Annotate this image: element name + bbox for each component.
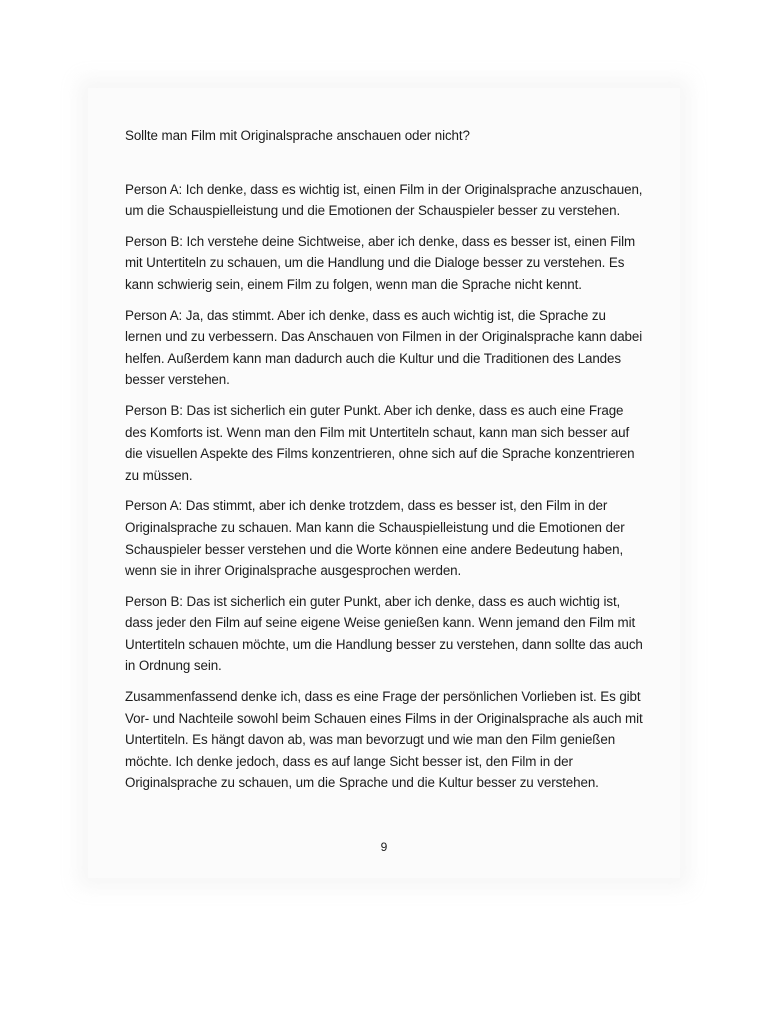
paragraph-person-a-3: Person A: Das stimmt, aber ich denke trotzdem, dass es besser ist, den Film in der Originalsprache zu schauen. Man kann die Schauspielleistung und die Emotionen der Schauspieler besser verstehen und die Worte können eine andere Bedeutung haben, wenn sie in ihrer Originalsprache ausgesprochen werden.	[125, 498, 625, 579]
paragraph-person-b-3: Person B: Das ist sicherlich ein guter Punkt, aber ich denke, dass es auch wichtig ist, dass jeder den Film auf seine eigene Weise genießen kann. Wenn jemand den Film mit Untertiteln schauen möchte, um die Handlung besser zu verstehen, dann sollte das auch in Ordnung sein.	[125, 593, 643, 674]
page-content	[125, 125, 645, 803]
paragraph-person-a-2: Person A: Ja, das stimmt. Aber ich denke, dass es auch wichtig ist, die Sprache zu lernen und zu verbessern. Das Anschauen von Filmen in der Originalsprache kann dabei helfen. Außerdem kann man dadurch auch die Kultur und die Traditionen des Landes besser verstehen.	[125, 307, 643, 388]
paragraph-person-a-1: Person A: Ich denke, dass es wichtig ist, einen Film in der Originalsprache anzuschauen, um die Schauspielleistung und die Emotionen der Schauspieler besser zu verstehen.	[125, 181, 643, 219]
document-page	[88, 88, 680, 878]
paragraph-conclusion: Zusammenfassend denke ich, dass es eine Frage der persönlichen Vorlieben ist. Es gibt Vor- und Nachteile sowohl beim Schauen eines Films in der Originalsprache als auch mit Untertiteln. Es hängt davon ab, was man bevorzugt und wie man den Film genießen möchte. Ich denke jedoch, dass es auf lange Sicht besser ist, den Film in der Originalsprache zu schauen, um die Sprache und die Kultur besser zu verstehen.	[125, 689, 643, 791]
page-number: 9	[380, 840, 388, 854]
document-title: Sollte man Film mit Originalsprache anschauen oder nicht?	[125, 128, 470, 143]
paragraph-person-b-2: Person B: Das ist sicherlich ein guter Punkt. Aber ich denke, dass es auch eine Frage des Komforts ist. Wenn man den Film mit Untertiteln schaut, kann man sich besser auf die visuellen Aspekte des Films konzentrieren, ohne sich auf die Sprache konzentrieren zu müssen.	[125, 402, 635, 483]
paragraph-person-b-1: Person B: Ich verstehe deine Sichtweise, aber ich denke, dass es besser ist, einen Film mit Untertiteln zu schauen, um die Handlung und die Dialoge besser zu verstehen. Es kann schwierig sein, einem Film zu folgen, wenn man die Sprache nicht kennt.	[125, 233, 636, 292]
